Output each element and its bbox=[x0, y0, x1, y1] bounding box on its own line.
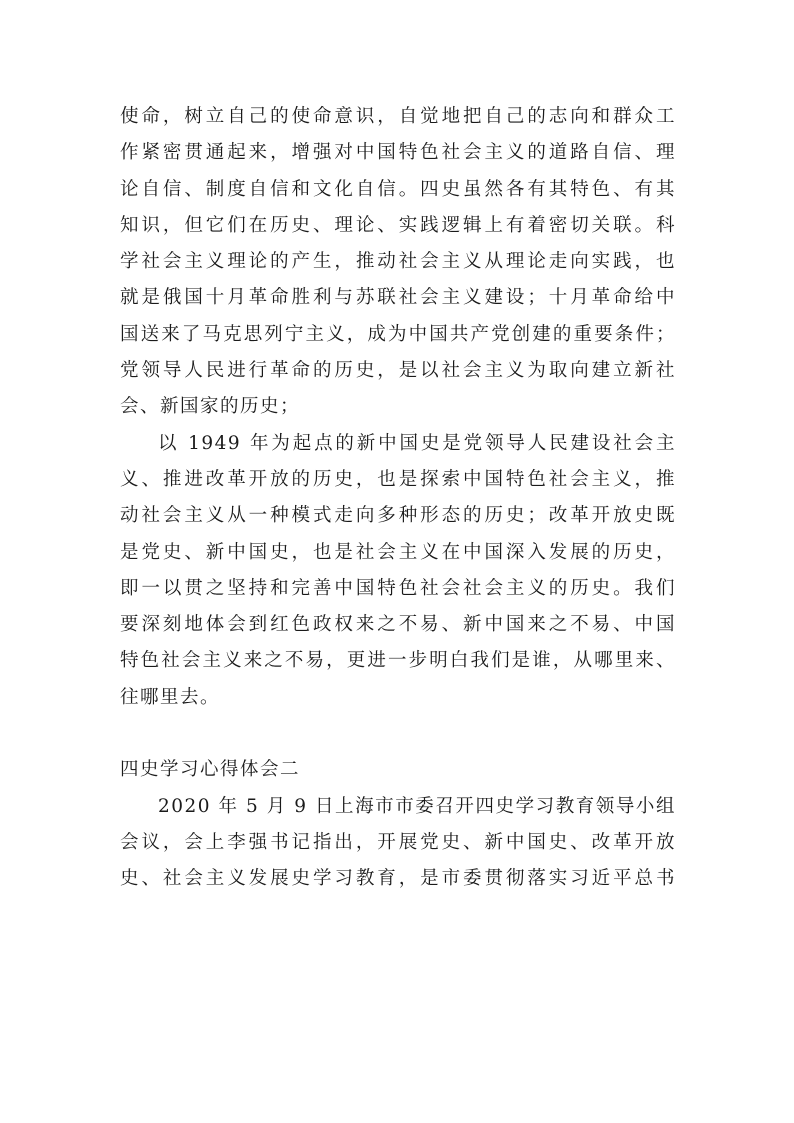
blank-line bbox=[120, 716, 676, 752]
text-line: 是党史、新中国史，也是社会主义在中国深入发展的历史， bbox=[120, 541, 676, 563]
text-line: 要深刻地体会到红色政权来之不易、新中国来之不易、中国 bbox=[120, 614, 676, 636]
text-line: 学社会主义理论的产生，推动社会主义从理论走向实践，也 bbox=[120, 251, 676, 273]
text-line: 使命，树立自己的使命意识，自觉地把自己的志向和群众工 bbox=[120, 106, 676, 127]
text-line: 义、推进改革开放的历史，也是探索中国特色社会主义，推 bbox=[120, 468, 676, 490]
text-line: 国送来了马克思列宁主义，成为中国共产党创建的重要条件； bbox=[120, 323, 676, 345]
text-line: 以 1949 年为起点的新中国史是党领导人民建设社会主 bbox=[158, 432, 676, 454]
text-line: 论自信、制度自信和文化自信。四史虽然各有其特色、有其 bbox=[120, 178, 676, 200]
text-line: 动社会主义从一种模式走向多种形态的历史；改革开放史既 bbox=[120, 505, 676, 527]
text-line: 史、社会主义发展史学习教育，是市委贯彻落实习近平总书 bbox=[120, 868, 676, 890]
paragraph-1 bbox=[120, 99, 676, 426]
document-body bbox=[120, 99, 676, 898]
text-line: 会议，会上李强书记指出，开展党史、新中国史、改革开放 bbox=[120, 831, 676, 853]
paragraph-2 bbox=[120, 426, 676, 716]
text-line: 知识，但它们在历史、理论、实践逻辑上有着密切关联。科 bbox=[120, 214, 676, 236]
text-line: 即一以贯之坚持和完善中国特色社会社会主义的历史。我们 bbox=[120, 577, 676, 599]
paragraph-3 bbox=[120, 789, 676, 898]
text-line: 往哪里去。 bbox=[120, 686, 221, 708]
text-line: 党领导人民进行革命的历史，是以社会主义为取向建立新社 bbox=[120, 360, 676, 382]
text-line: 2020 年 5 月 9 日上海市市委召开四史学习教育领导小组 bbox=[158, 795, 676, 817]
text-line: 就是俄国十月革命胜利与苏联社会主义建设；十月革命给中 bbox=[120, 287, 676, 309]
text-line: 特色社会主义来之不易，更进一步明白我们是谁，从哪里来、 bbox=[120, 650, 676, 672]
section-title: 四史学习心得体会二 bbox=[120, 759, 301, 781]
text-line: 作紧密贯通起来，增强对中国特色社会主义的道路自信、理 bbox=[120, 142, 676, 164]
text-line: 会、新国家的历史； bbox=[120, 396, 301, 418]
